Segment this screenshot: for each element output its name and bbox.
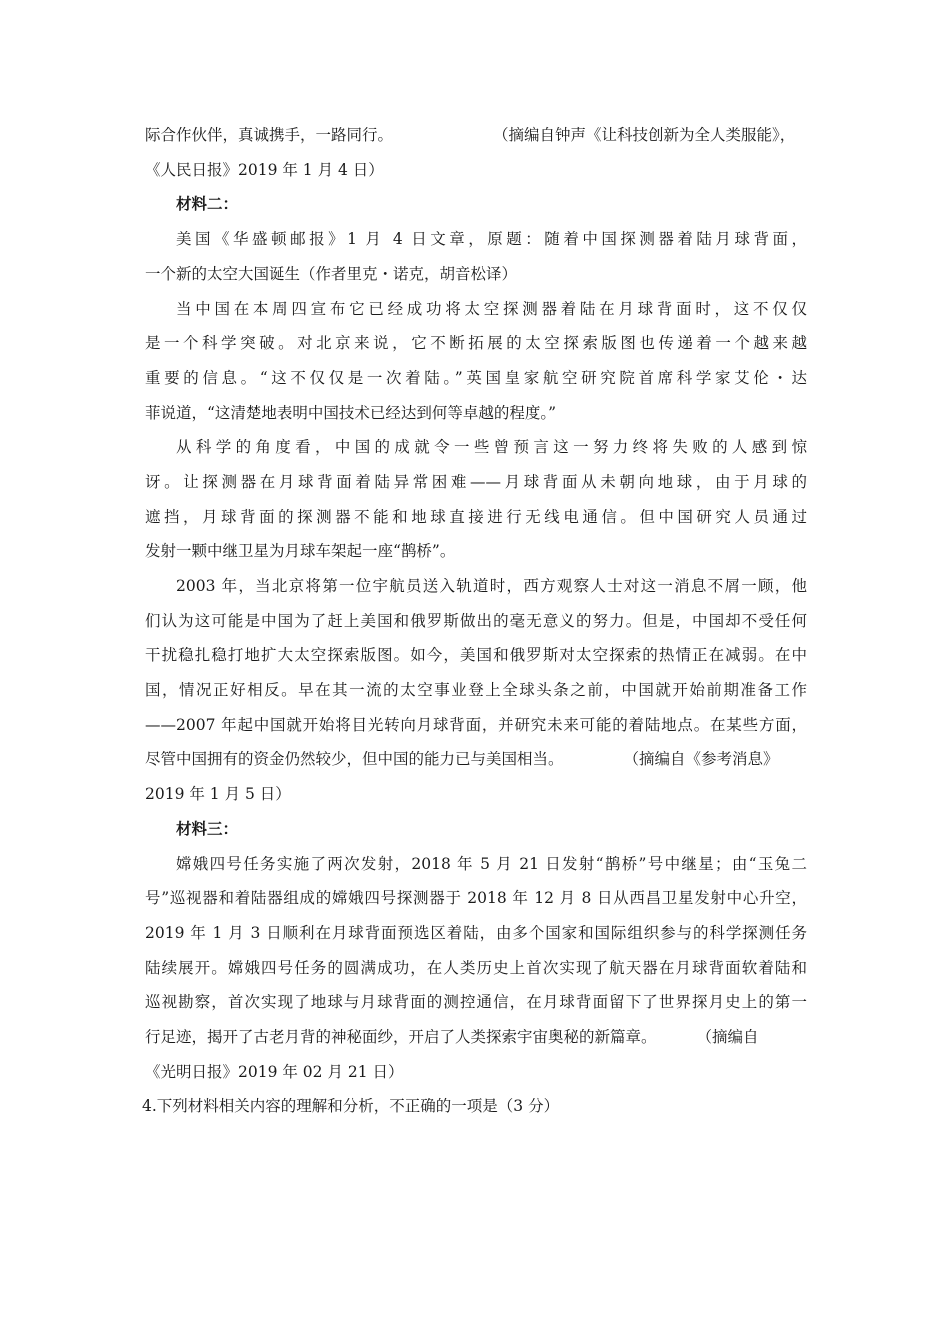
section-heading: 材料三：	[176, 818, 239, 838]
text-line: ——2007 年起中国就开始将目光转向月球背面，并研究未来可能的着陆地点。在某些方面，	[145, 715, 807, 734]
text-line: 发射一颗中继卫星为月球车架起一座“鹊桥”。	[145, 542, 456, 561]
line-text: 际合作伙伴，真诚携手，一路同行。	[145, 126, 394, 144]
text-line: 2003 年，当北京将第一位宇航员送入轨道时，西方观察人士对这一消息不屑一顾，他	[176, 577, 807, 596]
text-line: 重要的信息。“这不仅仅是一次着陆。”英国皇家航空研究院首席科学家艾伦・达	[145, 368, 807, 387]
text-line	[145, 1020, 807, 1055]
text-line: 们认为这可能是中国为了赶上美国和俄罗斯做出的毫无意义的努力。但是，中国却不受任何	[145, 611, 807, 630]
text-line: 号”巡视器和着陆器组成的嫦娥四号探测器于 2018 年 12 月 8 日从西昌卫星发射中心升空，	[145, 889, 807, 908]
text-line: 讶。让探测器在月球背面着陆异常困难——月球背面从未朝向地球，由于月球的	[145, 472, 807, 491]
line-text: 行足迹，揭开了古老月背的神秘面纱，开启了人类探索宇宙奥秘的新篇章。	[145, 1028, 657, 1047]
text-line: 2019 年 1 月 3 日顺利在月球背面预选区着陆，由多个国家和国际组织参与的科学探测任务	[145, 923, 807, 942]
source-note: （摘编自《参考消息》	[623, 750, 779, 769]
text-line	[145, 118, 807, 153]
text-line: 《人民日报》2019 年 1 月 4 日）	[145, 160, 384, 179]
text-line: 2019 年 1 月 5 日）	[145, 785, 291, 804]
text-line: 陆续展开。嫦娥四号任务的圆满成功，在人类历史上首次实现了航天器在月球背面软着陆和	[145, 958, 807, 977]
text-line: 从科学的角度看，中国的成就令一些曾预言这一努力终将失败的人感到惊	[176, 438, 807, 457]
text-line: 一个新的太空大国诞生（作者里克・诺克，胡音松译）	[145, 264, 518, 283]
source-note: （摘编自钟声《让科技创新为全人类服能》，	[493, 126, 796, 144]
text-line: 美国《华盛顿邮报》1 月 4 日文章，原题：随着中国探测器着陆月球背面，	[176, 230, 807, 249]
text-line: 干扰稳扎稳打地扩大太空探索版图。如今，美国和俄罗斯对太空探索的热情正在减弱。在中	[145, 646, 807, 665]
text-line: 当中国在本周四宣布它已经成功将太空探测器着陆在月球背面时，这不仅仅	[176, 299, 807, 318]
text-line: 遮挡，月球背面的探测器不能和地球直接进行无线电通信。但中国研究人员通过	[145, 507, 807, 526]
text-line: 《光明日报》2019 年 02 月 21 日）	[145, 1062, 404, 1081]
line-text: 尽管中国拥有的资金仍然较少，但中国的能力已与美国相当。	[145, 750, 564, 769]
text-line: 嫦娥四号任务实施了两次发射，2018 年 5 月 21 日发射“鹊桥”号中继星；由“玉兔二	[176, 854, 807, 873]
text-line: 菲说道，“这清楚地表明中国技术已经达到何等卓越的程度。”	[145, 403, 557, 422]
text-line: 巡视勘察，首次实现了地球与月球背面的测控通信，在月球背面留下了世界探月史上的第一	[145, 993, 807, 1012]
text-line: 国，情况正好相反。早在其一流的太空事业登上全球头条之前，中国就开始前期准备工作	[145, 681, 807, 700]
document-page	[142, 118, 807, 1124]
question-line: 4.下列材料相关内容的理解和分析，不正确的一项是（3 分）	[142, 1097, 560, 1116]
text-line	[145, 742, 807, 777]
text-line: 是一个科学突破。对北京来说，它不断拓展的太空探索版图也传递着一个越来越	[145, 334, 807, 353]
source-note: （摘编自	[696, 1028, 759, 1047]
section-heading: 材料二：	[176, 194, 239, 214]
